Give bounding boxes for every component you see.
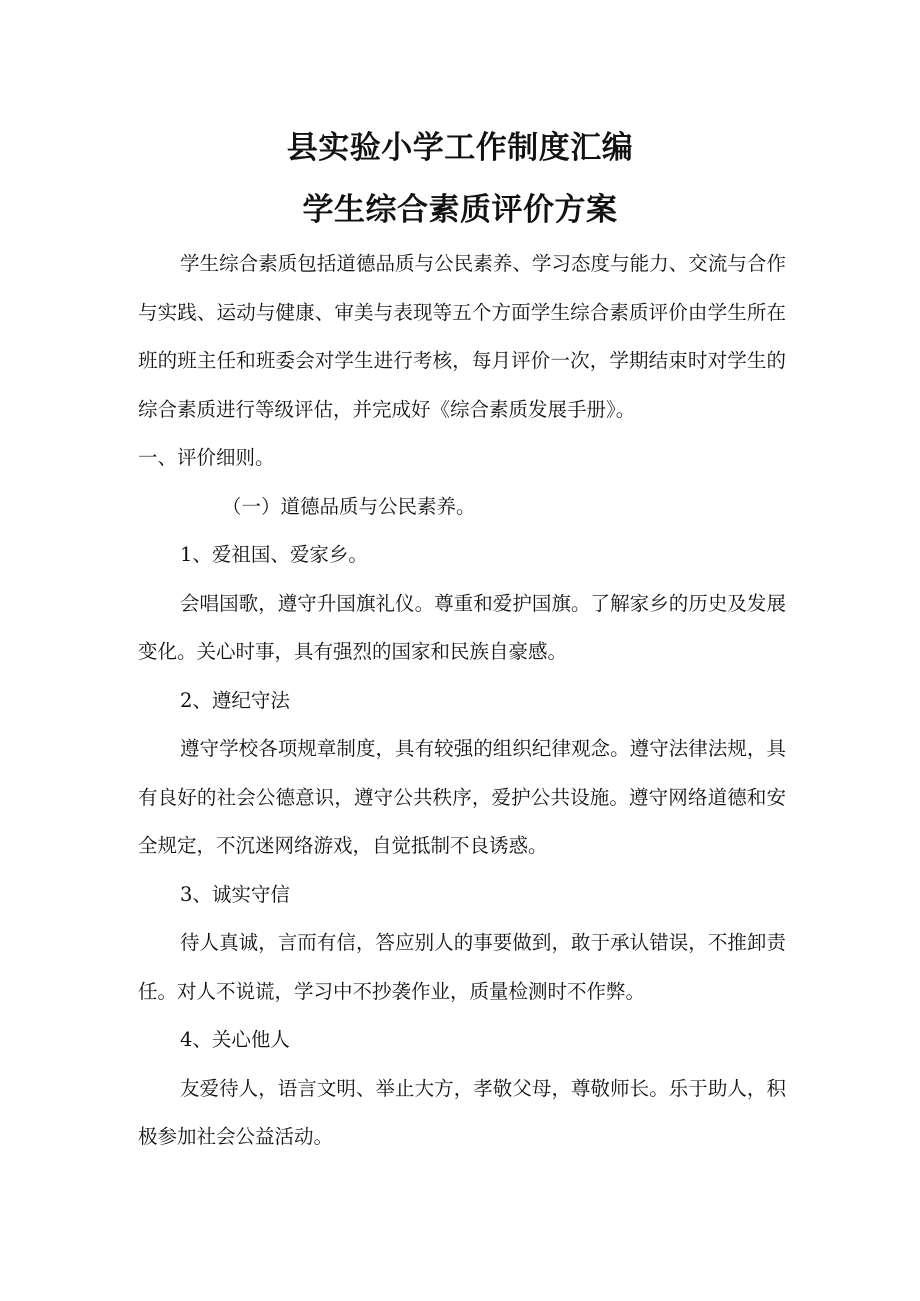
section-heading-evaluation-rules: 一、评价细则。 [138, 446, 275, 469]
item-heading-care-others: 4、关心他人 [180, 1028, 290, 1051]
intro-paragraph: 学生综合素质包括道德品质与公民素养、学习态度与能力、交流与合作与实践、运动与健康、审美与表现等五个方面学生综合素质评价由学生所在班的班主任和班委会对学生进行考核，每月评价一次，学期结束时对学生的综合素质进行等级评估，并完成好《综合素质发展手册》。 [138, 252, 786, 421]
item-paragraph-care-others: 友爱待人，语言文明、举止大方，孝敬父母，尊敬师长。乐于助人，积极参加社会公益活动。 [138, 1076, 786, 1148]
item-heading-honesty: 3、诚实守信 [180, 882, 290, 906]
item-paragraph-honesty: 待人真诚，言而有信，答应别人的事要做到，敢于承认错误，不推卸责任。对人不说谎，学习中不抄袭作业，质量检测时不作弊。 [138, 931, 786, 1003]
item-heading-love-country: 1、爱祖国、爱家乡。 [180, 543, 368, 566]
subsection-heading-moral-quality: （一）道德品质与公民素养。 [222, 494, 476, 518]
item-paragraph-obey-law: 遵守学校各项规章制度，具有较强的组织纪律观念。遵守法律法规，具有良好的社会公德意识，遵守公共秩序，爱护公共设施。遵守网络道德和安全规定，不沉迷网络游戏，自觉抵制不良诱惑。 [138, 737, 786, 857]
item-paragraph-love-country: 会唱国歌，遵守升国旗礼仪。尊重和爱护国旗。了解家乡的历史及发展变化。关心时事，具有强烈的国家和民族自豪感。 [138, 591, 786, 663]
document-body [138, 240, 786, 1162]
document-title: 县实验小学工作制度汇编 [286, 130, 634, 166]
document-subtitle: 学生综合素质评价方案 [302, 192, 618, 228]
item-heading-obey-law: 2、遵纪守法 [180, 688, 290, 712]
